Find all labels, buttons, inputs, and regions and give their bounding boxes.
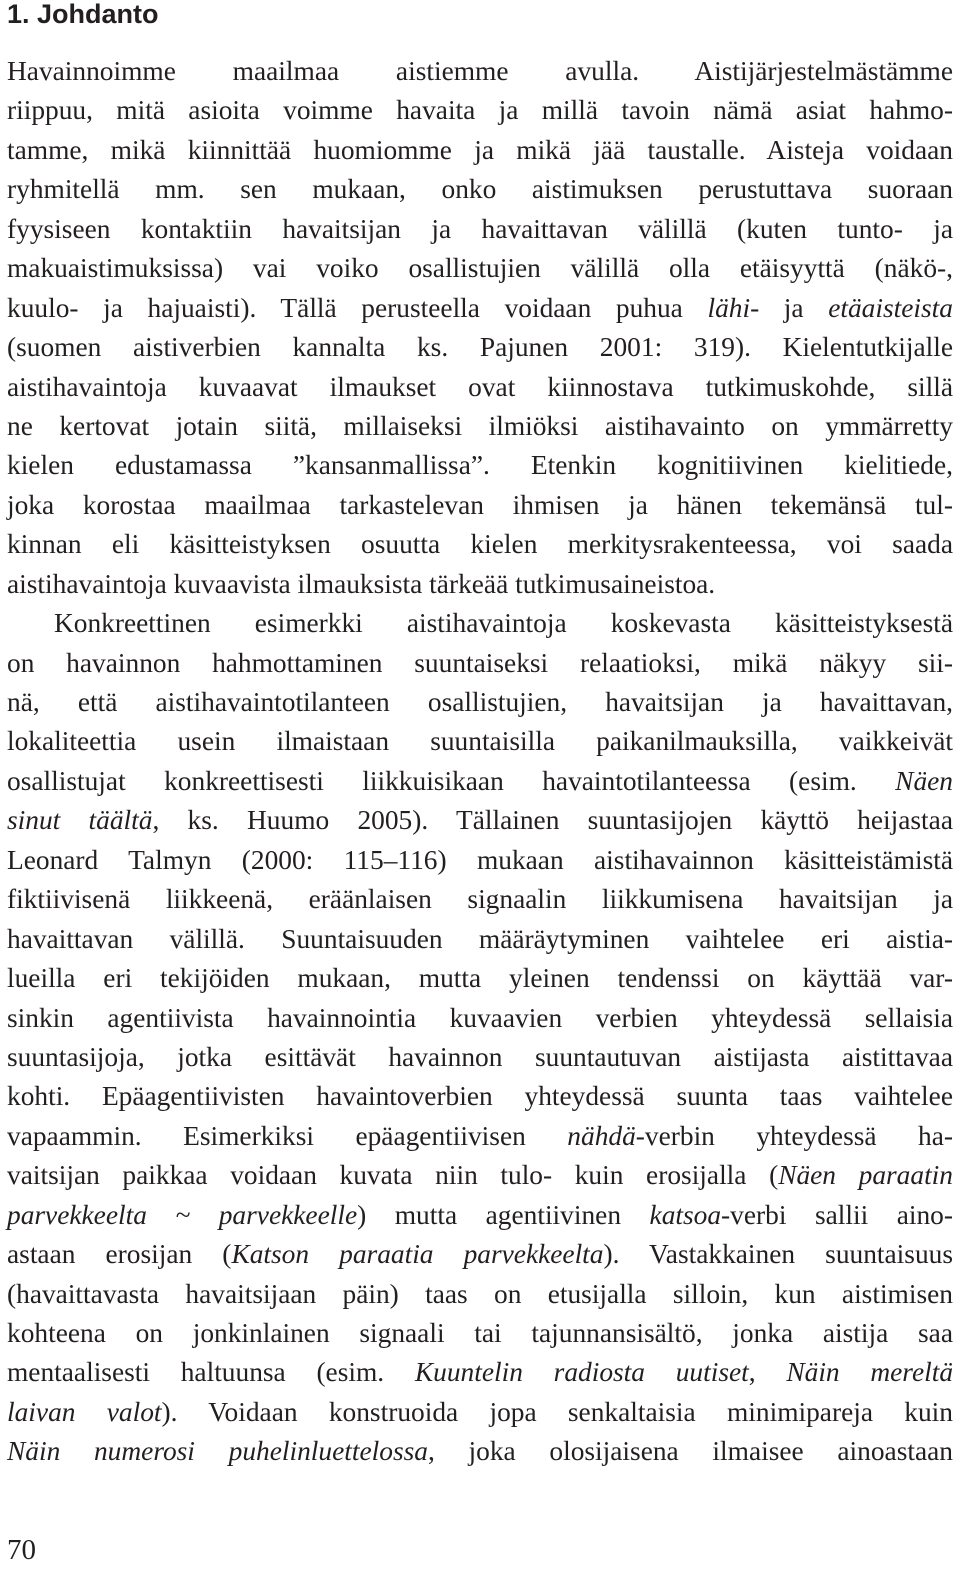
italic-text: sinut täältä <box>7 805 153 836</box>
text-segment: on havainnon hahmottaminen suuntaiseksi relaatioksi, mikä näkyy sii- <box>7 647 953 678</box>
text-segment: aistihavaintoja kuvaavat ilmaukset ovat kiinnostava tutkimuskohde, sillä <box>7 371 953 402</box>
text-line <box>7 1038 953 1077</box>
text-line <box>7 1432 953 1471</box>
text-line <box>7 1235 953 1274</box>
text-line <box>7 52 953 91</box>
text-segment: Havainnoimme maailmaa aistiemme avulla. Aistijärjestelmästämme <box>7 56 953 86</box>
text-line <box>7 446 953 485</box>
text-segment: ja <box>759 292 829 323</box>
text-segment: Leonard Talmyn (2000: 115–116) mukaan aistihavainnon käsitteistämistä <box>7 844 953 875</box>
text-segment: riippuu, mitä asioita voimme havaita ja millä tavoin nämä asiat hahmo- <box>7 95 953 126</box>
text-line <box>7 999 953 1038</box>
text-line <box>7 170 953 209</box>
text-line <box>7 1117 953 1156</box>
text-segment: (suomen aistiverbien kannalta ks. Pajunen 2001: 319). Kielentutkijalle <box>7 332 953 363</box>
text-line <box>7 91 953 130</box>
italic-text: Kuuntelin radiosta uutiset <box>414 1357 749 1388</box>
text-segment: kohteena on jonkinlainen signaali tai tajunnansisältö, jonka aistija saa <box>7 1318 953 1348</box>
text-segment: , <box>748 1357 787 1388</box>
text-segment: (havaittavasta havaitsijaan päin) taas on etusijalla silloin, kun aistimisen <box>7 1278 953 1309</box>
text-segment: sinkin agentiivista havainnointia kuvaavien verbien yhteydessä sellaisia <box>7 1002 953 1033</box>
text-line <box>7 683 953 722</box>
text-line <box>7 1353 953 1392</box>
text-segment: fyysiseen kontaktiin havaitsijan ja havaittavan välillä (kuten tunto- ja <box>7 213 953 244</box>
text-line <box>7 604 953 643</box>
text-segment: osallistujat konkreettisesti liikkuisikaan havaintotilanteessa (esim. <box>7 765 896 796</box>
italic-text: Näen paraatin <box>778 1160 953 1191</box>
italic-text: Näin numerosi puhelinluettelossa <box>7 1436 428 1467</box>
text-segment: aistihavaintoja kuvaavista ilmauksista tärkeää tutkimusaineistoa. <box>7 568 716 599</box>
text-line <box>7 920 953 959</box>
text-segment: vaitsijan paikkaa voidaan kuvata niin tulo- kuin erosijalla ( <box>7 1160 779 1191</box>
text-line <box>7 644 953 683</box>
text-line <box>7 1077 953 1116</box>
text-segment: ). Voidaan konstruoida jopa senkaltaisia minimipareja kuin <box>161 1396 953 1427</box>
text-line <box>7 1275 953 1314</box>
body-text <box>7 52 953 1472</box>
text-line <box>7 762 953 801</box>
italic-text: etäaisteista <box>828 292 953 323</box>
text-segment: joka korostaa maailmaa tarkastelevan ihmisen ja hänen tekemänsä tul- <box>7 489 953 520</box>
italic-text: Katson paraatia parvekkeelta <box>231 1239 604 1270</box>
text-segment: , joka olosijaisena ilmaisee ainoastaan <box>427 1436 953 1467</box>
text-segment: astaan erosijan ( <box>7 1239 232 1270</box>
italic-text: parvekkeelta ~ parvekkeelle <box>7 1199 358 1230</box>
text-segment: ) mutta agentiivinen <box>357 1199 650 1230</box>
text-line <box>7 1156 953 1195</box>
text-line <box>7 1196 953 1235</box>
text-segment: kohti. Epäagentiivisten havaintoverbien yhteydessä suunta taas vaihtelee <box>7 1081 953 1112</box>
text-segment: kielen edustamassa ”kansanmallissa”. Etenkin kognitiivinen kielitiede, <box>7 450 953 481</box>
text-segment: havaittavan välillä. Suuntaisuuden määräytyminen vaihtelee eri aistia- <box>7 923 953 954</box>
italic-text: lähi- <box>707 292 760 323</box>
text-segment: nä, että aistihavaintotilanteen osallistujien, havaitsijan ja havaittavan, <box>7 687 953 717</box>
text-segment: Konkreettinen esimerkki aistihavaintoja koskevasta käsitteistyksestä <box>54 608 953 639</box>
text-line <box>7 880 953 919</box>
text-line <box>7 407 953 446</box>
text-segment: makuaistimuksissa) vai voiko osallistujien välillä olla etäisyyttä (näkö-, <box>7 253 953 284</box>
text-segment: vapaammin. Esimerkiksi epäagentiivisen <box>7 1120 568 1151</box>
text-segment: tamme, mikä kiinnittää huomiomme ja mikä jää taustalle. Aisteja voidaan <box>7 134 953 165</box>
text-segment: -verbin yhteydessä ha- <box>635 1120 953 1151</box>
text-segment: ). Vastakkainen suuntaisuus <box>603 1239 953 1270</box>
text-line <box>7 368 953 407</box>
text-line <box>7 328 953 367</box>
italic-text: Näen <box>895 765 953 796</box>
italic-text: nähdä <box>567 1120 636 1151</box>
text-line <box>7 841 953 880</box>
text-segment: lokaliteettia usein ilmaistaan suuntaisilla paikanilmauksilla, vaikkeivät <box>7 726 953 757</box>
italic-text: katsoa <box>649 1199 722 1230</box>
text-line <box>7 1314 953 1353</box>
italic-text: Näin mereltä <box>786 1357 954 1388</box>
text-segment: lueilla eri tekijöiden mukaan, mutta yleinen tendenssi on käyttää var- <box>7 963 953 994</box>
text-segment: ne kertovat jotain siitä, millaiseksi ilmiöksi aistihavainto on ymmärretty <box>7 410 953 441</box>
text-line <box>7 289 953 328</box>
text-line <box>7 1393 953 1432</box>
text-segment: suuntasijoja, jotka esittävät havainnon suuntautuvan aistijasta aistittavaa <box>7 1041 953 1072</box>
text-segment: kuulo- ja hajuaisti). Tällä perusteella voidaan puhua <box>7 292 708 323</box>
page-number: 70 <box>7 1534 36 1566</box>
text-line <box>7 525 953 564</box>
text-segment: , ks. Huumo 2005). Tällainen suuntasijojen käyttö heijastaa <box>152 805 953 836</box>
text-segment: kinnan eli käsitteistyksen osuutta kielen merkitysrakenteessa, voi saada <box>7 529 953 560</box>
text-line <box>7 249 953 288</box>
text-segment: ryhmitellä mm. sen mukaan, onko aistimuksen perustuttava suoraan <box>7 174 953 205</box>
text-line <box>7 959 953 998</box>
text-segment: fiktiivisenä liikkeenä, eräänlaisen signaalin liikkumisena havaitsijan ja <box>7 884 953 915</box>
text-segment: -verbi sallii aino- <box>721 1199 953 1230</box>
text-segment: mentaalisesti haltuunsa (esim. <box>7 1357 415 1388</box>
text-line <box>7 131 953 170</box>
italic-text: laivan valot <box>7 1396 162 1427</box>
text-line <box>7 722 953 761</box>
section-heading: 1. Johdanto <box>7 0 159 29</box>
text-line <box>7 210 953 249</box>
text-line <box>7 486 953 525</box>
text-line <box>7 801 953 840</box>
text-line <box>7 565 953 604</box>
